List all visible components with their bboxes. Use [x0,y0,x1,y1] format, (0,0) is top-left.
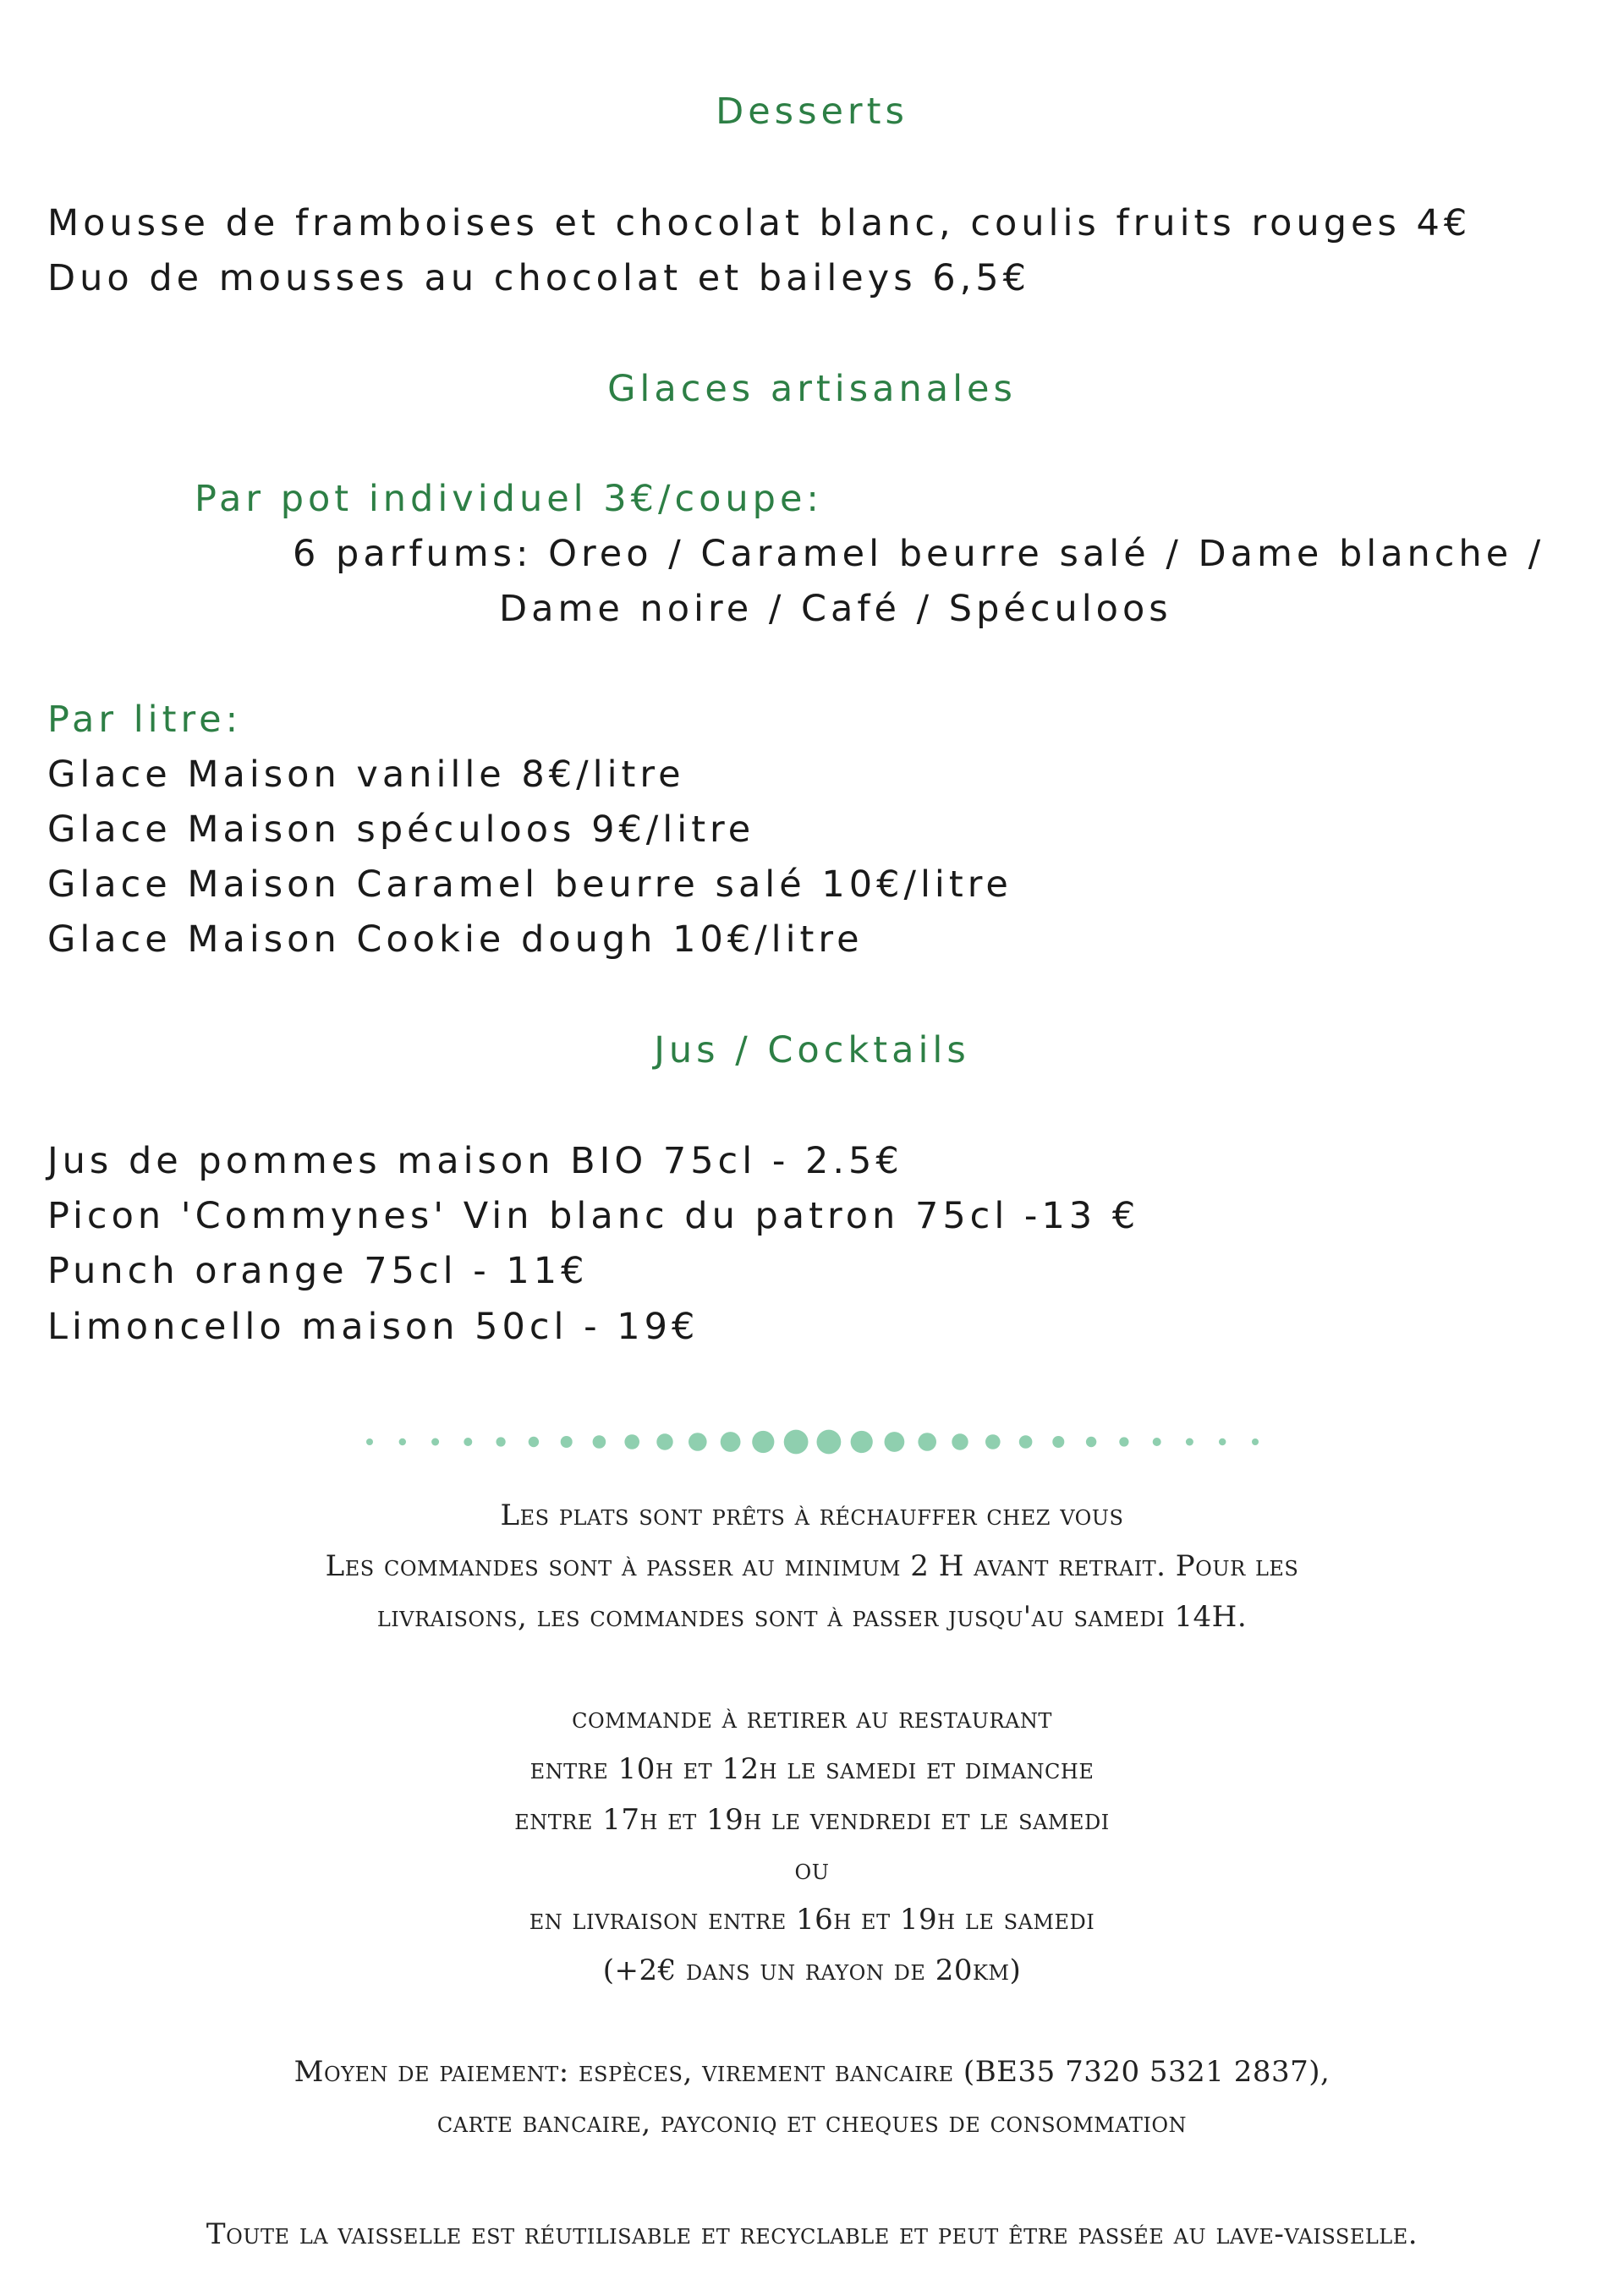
divider-dot [464,1438,472,1446]
dessert-item: Duo de mousses au chocolat et baileys 6,5€ [47,257,1031,299]
pickup-line: entre 10h et 12h le samedi et dimanche [529,1752,1095,1786]
dot-divider [0,1421,1624,1463]
divider-dot [366,1438,373,1445]
divider-dot [1019,1435,1033,1449]
pickup-line: ou [794,1853,830,1887]
jus-item: Picon 'Commynes' Vin blanc du patron 75cl -13 € [47,1195,1140,1237]
jus-item: Punch orange 75cl - 11€ [47,1250,589,1292]
pickup-line: commande à retirer au restaurant [572,1701,1052,1735]
jus-item: Jus de pommes maison BIO 75cl - 2.5€ [47,1140,903,1182]
payment-line: carte bancaire, payconiq et cheques de consommation [436,2106,1188,2140]
divider-dot [1153,1438,1161,1446]
divider-dot [985,1434,1001,1449]
ready-line: Les plats sont prêts à réchauffer chez vous [500,1499,1124,1532]
divider-dot [689,1433,707,1451]
divider-dot [1052,1436,1064,1448]
divider-dot [529,1437,539,1447]
desserts-title: Desserts [716,90,908,133]
jus-title: Jus / Cocktails [654,1029,970,1071]
divider-dot [952,1433,968,1449]
divider-dot [1086,1437,1096,1447]
pickup-line: en livraison entre 16h et 19h le samedi [529,1903,1095,1937]
divider-dot [656,1433,672,1449]
divider-dot [593,1435,606,1449]
payment-line: Moyen de paiement: espèces, virement bancaire (BE35 7320 5321 2837), [294,2055,1330,2089]
divider-dot [1219,1438,1226,1445]
order-line: livraisons, les commandes sont à passer jusqu'au samedi 14H. [376,1600,1248,1634]
glaces-title: Glaces artisanales [607,368,1017,410]
litre-item: Glace Maison spéculoos 9€/litre [47,808,755,851]
divider-dot [721,1432,741,1452]
pot-label: Par pot individuel 3€/coupe: [195,478,823,520]
litre-item: Glace Maison Caramel beurre salé 10€/litre [47,863,1012,906]
divider-dot [1186,1438,1193,1446]
divider-dot [431,1438,439,1446]
pickup-line: entre 17h et 19h le vendredi et le samedi [514,1803,1110,1837]
divider-dot [784,1430,809,1455]
divider-dot [918,1433,936,1451]
divider-dot [752,1431,774,1453]
divider-dot [1119,1437,1128,1446]
flavours-line: 6 parfums: Oreo / Caramel beurre salé / Dame blanche / [293,533,1545,575]
order-line: Les commandes sont à passer au minimum 2 H avant retrait. Pour les [325,1549,1299,1583]
litre-item: Glace Maison Cookie dough 10€/litre [47,918,864,961]
divider-dot [851,1431,873,1453]
divider-dot [561,1436,573,1448]
litre-item: Glace Maison vanille 8€/litre [47,753,685,796]
jus-item: Limoncello maison 50cl - 19€ [47,1306,700,1348]
pickup-line: (+2€ dans un rayon de 20km) [602,1954,1022,1987]
divider-dot [399,1438,406,1445]
divider-dot [497,1437,506,1446]
dessert-item: Mousse de framboises et chocolat blanc, coulis fruits rouges 4€ [47,202,1472,244]
divider-dot [624,1434,639,1449]
flavours-line: Dame noire / Café / Spéculoos [499,588,1172,630]
litre-label: Par litre: [47,699,243,741]
dishes-line: Toute la vaisselle est réutilisable et recyclable et peut être passée au lave-vaisselle. [206,2217,1418,2251]
divider-dot [885,1432,905,1452]
divider-dot [817,1430,842,1455]
divider-dot [1252,1438,1259,1445]
